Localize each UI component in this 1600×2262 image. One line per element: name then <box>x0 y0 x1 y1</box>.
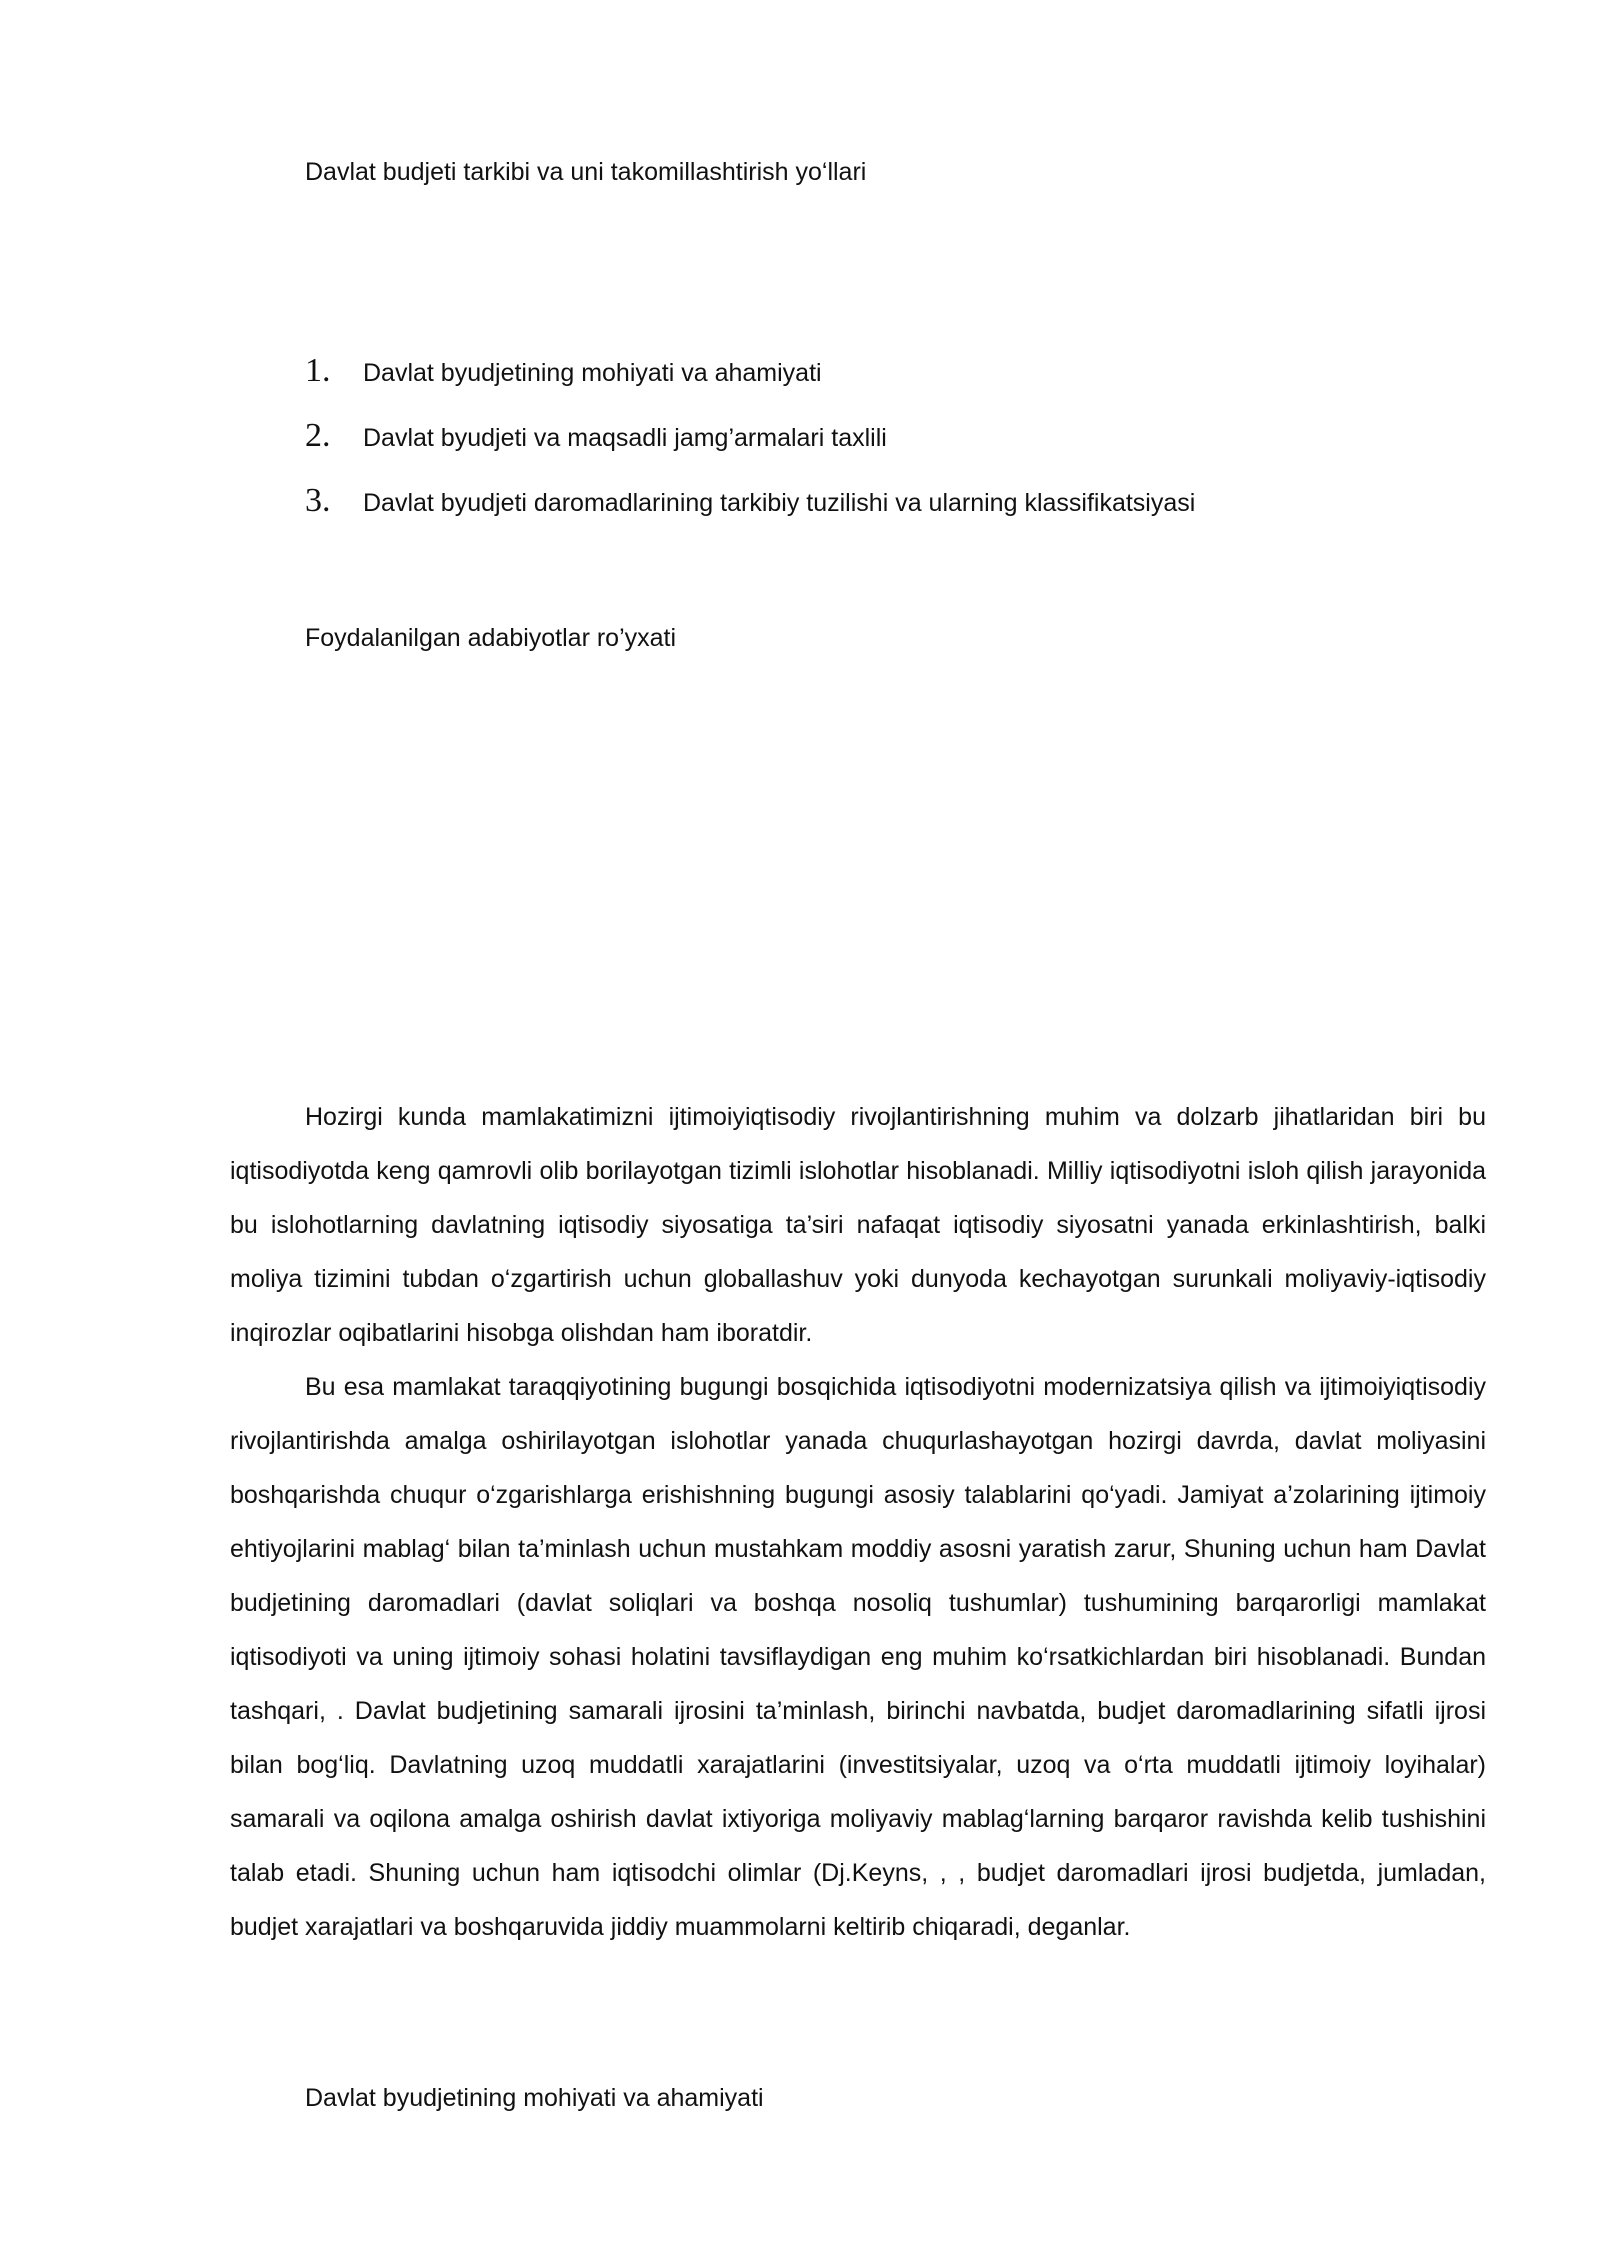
paragraph: Hozirgi kunda mamlakatimizni ijtimoiyiqtisodiy rivojlantirishning muhim va dolzarb jihatlaridan biri bu iqtisodiyotda keng qamrovli olib borilayotgan tizimli islohotlar hisoblanadi. Milliy iqtisodiyotni isloh qilish jarayonida bu islohotlarning davlatning iqtisodiy siyosatiga ta’siri nafaqat iqtisodiy siyosatni yanada erkinlashtirish, balki moliya tizimini tubdan o‘zgartirish uchun globallashuv yoki dunyoda kechayotgan surunkali moliyaviy-iqtisodiy inqirozlar oqibatlarini hisobga olishdan ham iboratdir. <box>230 1103 1486 1347</box>
references-heading: Foydalanilgan adabiyotlar ro’yxati <box>305 624 677 652</box>
body-text <box>230 1090 1486 1954</box>
paragraph: Bu esa mamlakat taraqqiyotining bugungi bosqichida iqtisodiyotni modernizatsiya qilish va ijtimoiyiqtisodiy rivojlantirishda amalga oshirilayotgan islohotlar yanada chuqurlashayotgan hozirgi davrda, davlat moliyasini boshqarishda chuqur o‘zgarishlarga erishishning bugungi asosiy talablarini qo‘yadi. Jamiyat a’zolarining ijtimoiy ehtiyojlarini mablag‘ bilan ta’minlash uchun mustahkam moddiy asosni yaratish zarur, Shuning uchun ham Davlat budjetining daromadlari (davlat soliqlari va boshqa nosoliq tushumlar) tushumining barqarorligi mamlakat iqtisodiyoti va uning ijtimoiy sohasi holatini tavsiflaydigan eng muhim ko‘rsatkichlardan biri hisoblanadi. Bundan tashqari, . Davlat budjetining samarali ijrosini ta’minlash, birinchi navbatda, budjet daromadlarining sifatli ijrosi bilan bog‘liq. Davlatning uzoq muddatli xarajatlarini (investitsiyalar, uzoq va o‘rta muddatli ijtimoiy loyihalar) samarali va oqilona amalga oshirish davlat ixtiyoriga moliyaviy mablag‘larning barqaror ravishda kelib tushishini talab etadi. Shuning uchun ham iqtisodchi olimlar (Dj.Keyns, , , budjet daromadlari ijrosi budjetda, jumladan, budjet xarajatlari va boshqaruvida jiddiy muammolarni keltirib chiqaradi, deganlar. <box>230 1373 1486 1941</box>
section-heading: Davlat byudjetining mohiyati va ahamiyati <box>305 2084 764 2112</box>
document-title: Davlat budjeti tarkibi va uni takomillashtirish yo‘llari <box>305 158 867 186</box>
toc-item-number: 1. <box>305 352 331 389</box>
table-of-contents <box>305 352 1405 547</box>
toc-item <box>305 482 1405 547</box>
toc-item <box>305 352 1405 417</box>
toc-item-number: 3. <box>305 482 331 519</box>
toc-item-number: 2. <box>305 417 331 454</box>
toc-item-text: Davlat byudjeti daromadlarining tarkibiy tuzilishi va ularning klassifikatsiyasi <box>363 489 1196 517</box>
toc-item-text: Davlat byudjetining mohiyati va ahamiyati <box>363 359 822 387</box>
toc-item <box>305 417 1405 482</box>
toc-item-text: Davlat byudjeti va maqsadli jamg’armalari taxlili <box>363 424 887 452</box>
